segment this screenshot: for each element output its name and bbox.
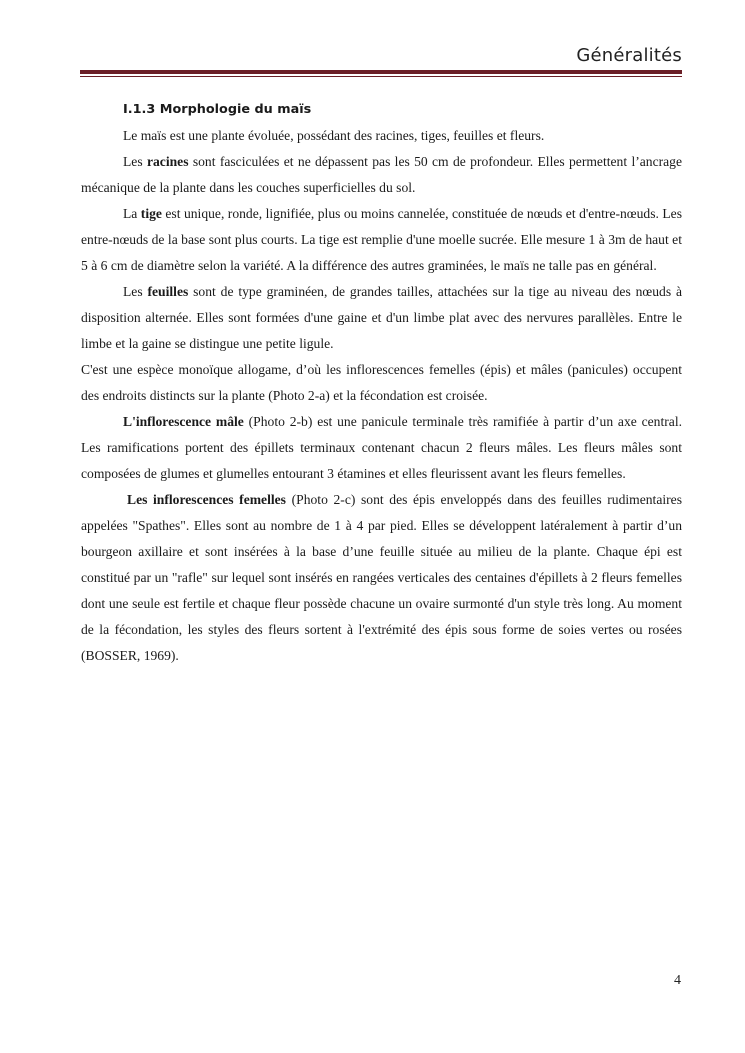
paragraph-lead: La [123, 206, 141, 221]
document-body [81, 97, 682, 669]
paragraph-text: (Photo 2-b) est une panicule terminale très ramifiée à partir d’un axe central. Les ramifications portent des épillets terminaux contenant chacun 2 fleurs mâles. Les fleurs mâles sont composées de glumes et glumelles entourant 3 étamines et elles fleurissent avant les fleurs femelles. [81, 414, 682, 481]
paragraph-racines [81, 149, 682, 201]
paragraph-inflorescence-male [81, 409, 682, 487]
paragraph-text: est unique, ronde, lignifiée, plus ou moins cannelée, constituée de nœuds et d'entre-nœuds. Les entre-nœuds de la base sont plus courts. La tige est remplie d'une moelle sucrée. Elle mesure 1 à 3m de haut et 5 à 6 cm de diamètre selon la variété. A la différence des autres graminées, le maïs ne talle pas en général. [81, 206, 682, 273]
paragraph-feuilles [81, 279, 682, 357]
paragraph-inflorescences-femelles [81, 487, 682, 669]
paragraph-tige [81, 201, 682, 279]
paragraph-text: sont fasciculées et ne dépassent pas les 50 cm de profondeur. Elles permettent l’ancrage mécanique de la plante dans les couches superficielles du sol. [81, 154, 683, 195]
running-header-title: Généralités [576, 45, 682, 66]
paragraph-text: (Photo 2-c) sont des épis enveloppés dans des feuilles rudimentaires appelées "Spathes". Elles sont au nombre de 1 à 4 par pied. Elles se développent latéralement à partir d’un bourgeon axillaire et sont insérées à la base d’une feuille située au milieu de la plante. Chaque épi est constitué par un "rafle" sur lequel sont insérés en rangées verticales des centaines d'épillets à 2 fleurs femelles dont une seule est fertile et chaque fleur possède chacune un ovaire surmonté d'un style très long. Au moment de la fécondation, les styles des fleurs sortent à l'extrémité des épis sous forme de soies vertes ou rosées (BOSSER, 1969). [81, 492, 682, 663]
paragraph-lead: Les [123, 154, 147, 169]
paragraph-intro: Le maïs est une plante évoluée, possédant des racines, tiges, feuilles et fleurs. [123, 128, 545, 143]
term-tige: tige [140, 206, 162, 221]
paragraph-text: sont de type graminéen, de grandes tailles, attachées sur la tige au niveau des nœuds à disposition alternée. Elles sont formées d'une gaine et d'un limbe plat avec des nervures parallèles. Entre le limbe et la gaine se distingue une petite ligule. [81, 284, 683, 351]
term-racines: racines [146, 154, 189, 169]
page-number: 4 [674, 973, 681, 988]
section-heading: I.1.3 Morphologie du maïs [123, 102, 312, 117]
paragraph-monoique: C'est une espèce monoïque allogame, d’où les inflorescences femelles (épis) et mâles (panicules) occupent des endroits distincts sur la plante (Photo 2-a) et la fécondation est croisée. [81, 362, 682, 403]
term-feuilles: feuilles [147, 284, 189, 299]
term-inflorescences-femelles: Les inflorescences femelles [127, 492, 286, 507]
header-rule-thick [80, 70, 682, 74]
header-rule-thin [80, 76, 682, 77]
term-inflorescence-male: L'inflorescence mâle [123, 414, 244, 429]
paragraph-lead: Les [123, 284, 148, 299]
